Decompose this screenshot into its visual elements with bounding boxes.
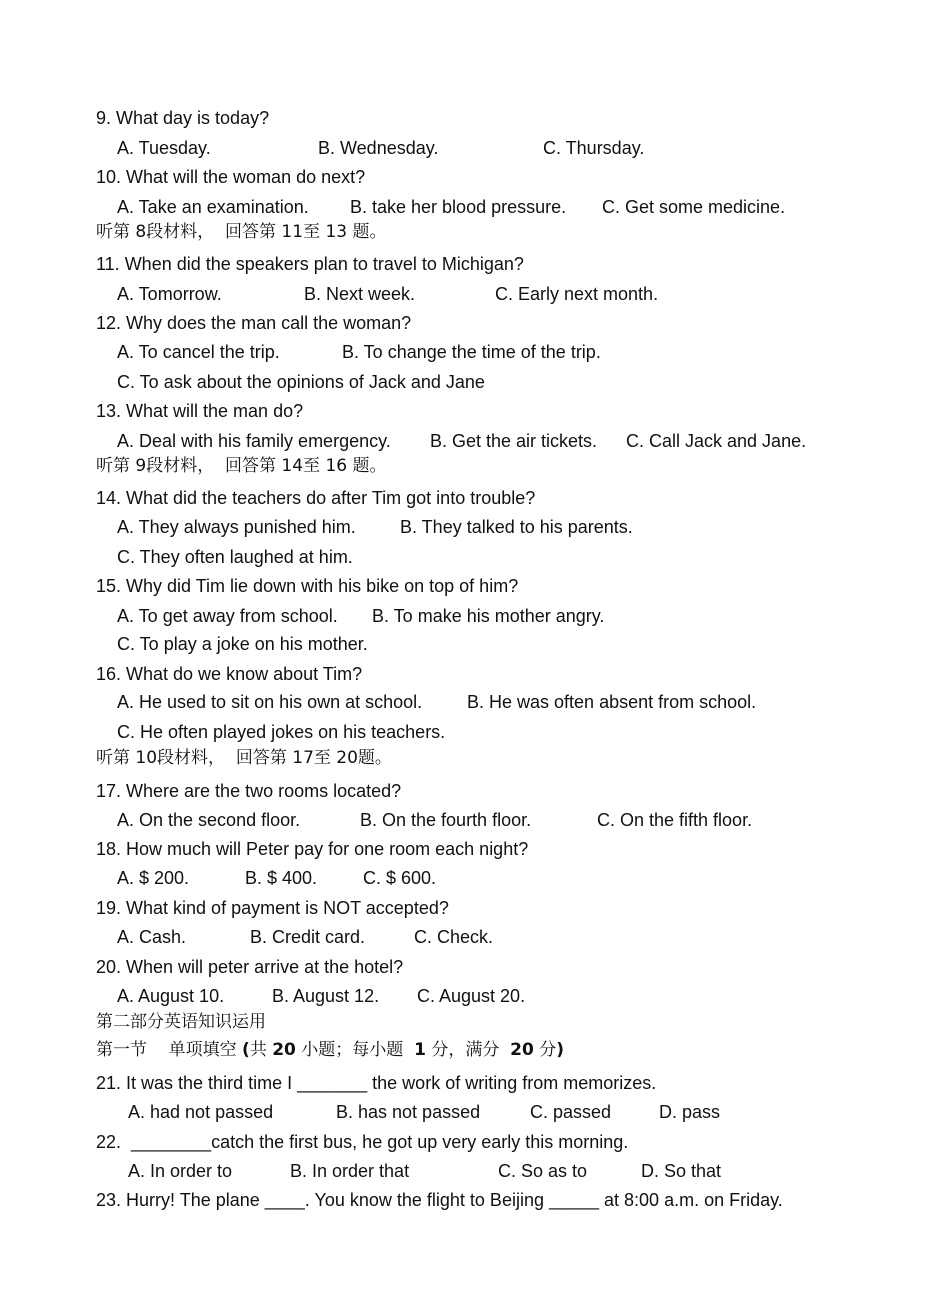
question-9-stem: 9. What day is today? [96, 108, 270, 128]
question-16-option-a: A. He used to sit on his own at school. [117, 692, 423, 712]
question-15-stem: 15. Why did Tim lie down with his bike on top of him? [96, 576, 519, 596]
question-15-option-c: C. To play a joke on his mother. [117, 634, 368, 654]
question-10-stem: 10. What will the woman do next? [96, 167, 366, 187]
question-22-option-a: A. In order to [128, 1161, 233, 1181]
question-14-option-a: A. They always punished him. [117, 517, 356, 537]
section-1-title: 第一节 单项填空 [96, 1040, 243, 1060]
question-17-option-b: B. On the fourth floor. [360, 810, 532, 830]
question-19-stem: 19. What kind of payment is NOT accepted? [96, 898, 449, 918]
question-23-stem: 23. Hurry! The plane ____. You know the flight to Beijing _____ at 8:00 a.m. on Friday. [96, 1190, 783, 1210]
question-19-option-c: C. Check. [414, 927, 494, 947]
question-17-stem: 17. Where are the two rooms located? [96, 781, 402, 801]
section-1-total-points: 20 [510, 1040, 534, 1060]
question-16-option-c: C. He often played jokes on his teachers. [117, 722, 446, 742]
question-12-option-c: C. To ask about the opinions of Jack and Jane [117, 372, 485, 392]
question-10-option-b: B. take her blood pressure. [350, 197, 567, 217]
question-22-stem: 22. ________catch the first bus, he got up very early this morning. [96, 1132, 629, 1152]
question-14-stem: 14. What did the teachers do after Tim got into trouble? [96, 488, 536, 508]
question-13-option-b: B. Get the air tickets. [430, 431, 598, 451]
question-21-option-b: B. has not passed [336, 1102, 481, 1122]
question-19-option-b: B. Credit card. [250, 927, 366, 947]
question-12-stem: 12. Why does the man call the woman? [96, 313, 412, 333]
question-11-stem: 11. When did the speakers plan to travel to Michigan? [96, 254, 524, 274]
question-18-stem: 18. How much will Peter pay for one room each night? [96, 839, 529, 859]
question-13-option-c: C. Call Jack and Jane. [626, 431, 807, 451]
section-9-instruction: 听第 9段材料， 回答第 14至 16 题。 [96, 456, 387, 476]
question-12-option-b: B. To change the time of the trip. [342, 342, 601, 362]
section-1-heading [96, 1039, 564, 1061]
question-22-option-b: B. In order that [290, 1161, 410, 1181]
question-18-option-b: B. $ 400. [245, 868, 318, 888]
question-21-option-d: D. pass [659, 1102, 721, 1122]
question-21-stem: 21. It was the third time I _______ the work of writing from memorizes. [96, 1073, 657, 1093]
question-11-option-c: C. Early next month. [495, 284, 659, 304]
question-9-option-c: C. Thursday. [543, 138, 645, 158]
question-10-option-c: C. Get some medicine. [602, 197, 786, 217]
question-14-option-b: B. They talked to his parents. [400, 517, 633, 537]
section-1-paren-open: ( [242, 1040, 250, 1060]
question-11-option-a: A. Tomorrow. [117, 284, 222, 304]
question-13-stem: 13. What will the man do? [96, 401, 304, 421]
section-1-points-each: 1 [414, 1040, 426, 1060]
question-21-option-c: C. passed [530, 1102, 612, 1122]
question-18-option-c: C. $ 600. [363, 868, 437, 888]
section-1-paren-close: ) [556, 1040, 565, 1060]
question-9-option-b: B. Wednesday. [318, 138, 439, 158]
question-12-option-a: A. To cancel the trip. [117, 342, 280, 362]
question-20-option-b: B. August 12. [272, 986, 380, 1006]
question-20-stem: 20. When will peter arrive at the hotel? [96, 957, 404, 977]
part-2-heading: 第二部分英语知识运用 [96, 1012, 266, 1032]
question-11-option-b: B. Next week. [304, 284, 416, 304]
question-14-option-c: C. They often laughed at him. [117, 547, 353, 567]
section-1-text-3: 分，满分 [425, 1040, 511, 1060]
question-20-option-c: C. August 20. [417, 986, 526, 1006]
section-10-instruction: 听第 10段材料， 回答第 17至 20题。 [96, 748, 392, 768]
question-17-option-c: C. On the fifth floor. [597, 810, 753, 830]
question-22-option-c: C. So as to [498, 1161, 588, 1181]
question-15-option-a: A. To get away from school. [117, 606, 338, 626]
section-8-instruction: 听第 8段材料， 回答第 11至 13 题。 [96, 222, 387, 242]
question-20-option-a: A. August 10. [117, 986, 225, 1006]
section-1-text-4: 分 [533, 1040, 557, 1060]
question-16-option-b: B. He was often absent from school. [467, 692, 757, 712]
question-22-option-d: D. So that [641, 1161, 722, 1181]
section-1-text-1: 共 [249, 1040, 273, 1060]
section-1-count: 20 [272, 1040, 296, 1060]
question-17-option-a: A. On the second floor. [117, 810, 301, 830]
question-13-option-a: A. Deal with his family emergency. [117, 431, 391, 451]
question-9-option-a: A. Tuesday. [117, 138, 211, 158]
question-10-option-a: A. Take an examination. [117, 197, 309, 217]
question-21-option-a: A. had not passed [128, 1102, 274, 1122]
question-16-stem: 16. What do we know about Tim? [96, 664, 363, 684]
question-15-option-b: B. To make his mother angry. [372, 606, 605, 626]
question-19-option-a: A. Cash. [117, 927, 187, 947]
section-1-text-2: 小题；每小题 [295, 1040, 415, 1060]
question-18-option-a: A. $ 200. [117, 868, 190, 888]
